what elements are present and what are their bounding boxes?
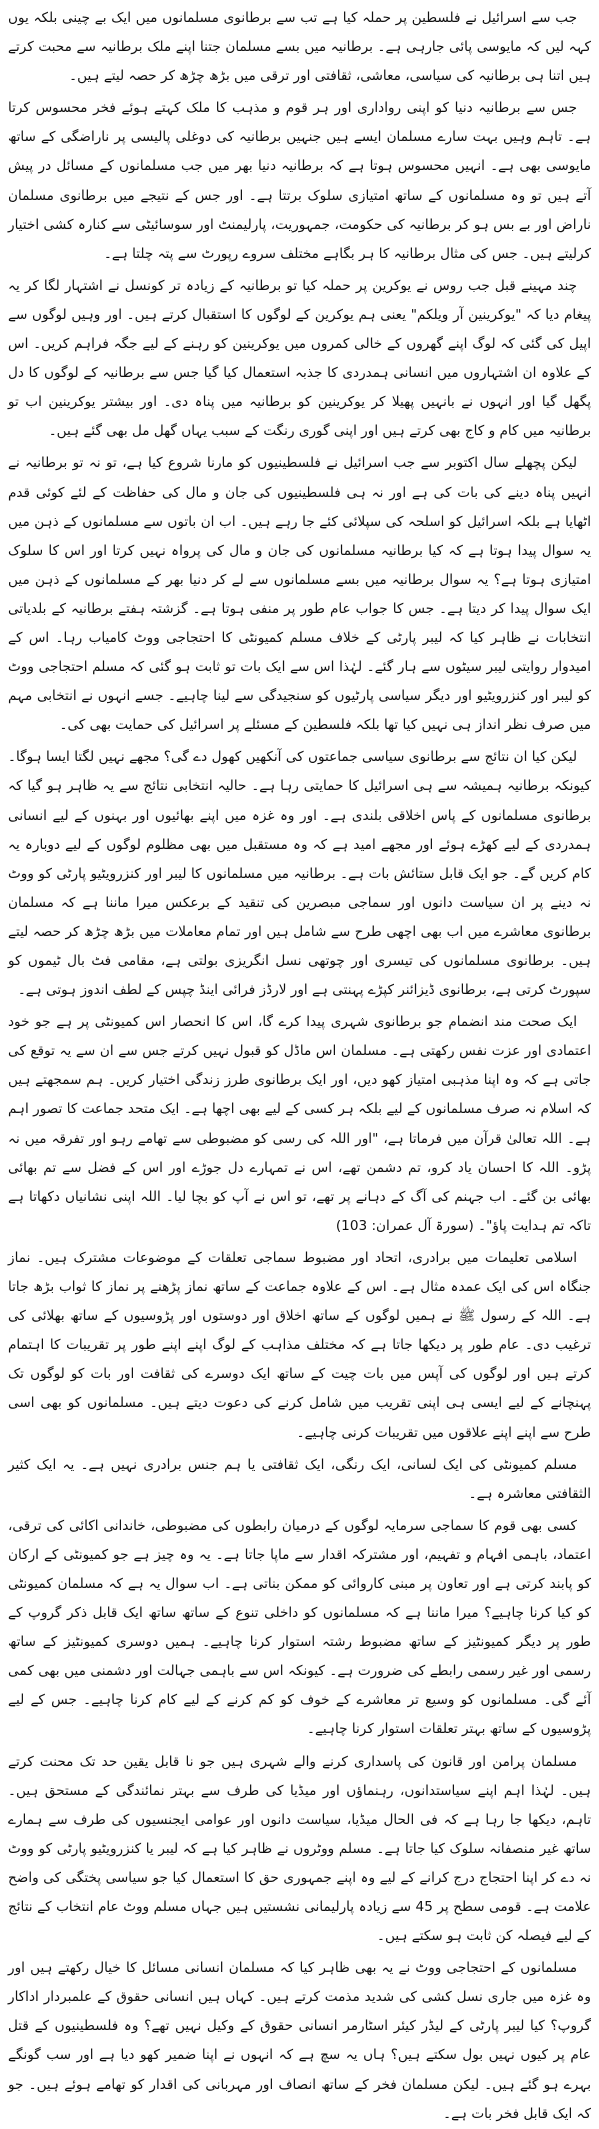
- article-paragraph-8: مسلم کمیونٹی کی ایک لسانی، ایک رنگی، ایک ثقافتی یا ہم جنس برادری نہیں ہے۔ یہ ایک کثیر الثقافتی معاشرہ ہے۔: [8, 1456, 591, 1502]
- article-paragraph-9: کسی بھی قوم کا سماجی سرمایہ لوگوں کے درمیان رابطوں کی مضبوطی، خاندانی اکائی کی ترقی، اعتماد، باہمی افہام و تفہیم، اور مشترکہ اقدار سے ماپا جاتا ہے۔ یہ وہ چیز ہے جو کمیونٹی کے ارکان کو پابند کرتی ہے اور تعاون پر مبنی کاروائی کو ممکن بناتی ہے۔ اب سوال یہ ہے کہ مسلمان کمیونٹی کو کیا کرنا چاہیے؟ میرا ماننا ہے کہ مسلمانوں کو داخلی تنوع کے ساتھ ساتھ ایک قابل ذکر گروپ کے طور پر دیگر کمیونٹیز کے ساتھ مضبوط رشتہ استوار کرنا چاہیے۔ ہمیں دوسری کمیونٹیز کے ساتھ رسمی اور غیر رسمی رابطے کی ضرورت ہے۔ کیونکہ اس سے باہمی جہالت اور دشمنی میں بھی کمی آئے گی۔ مسلمانوں کو وسیع تر معاشرے کے خوف کو کم کرنے کے لیے کام کرنا چاہیے۔ جس کے لیے پڑوسیوں کے ساتھ بہتر تعلقات استوار کرنا چاہیے۔: [8, 1517, 591, 1738]
- article-paragraph-7: اسلامی تعلیمات میں برادری، اتحاد اور مضبوط سماجی تعلقات کے موضوعات مشترک ہیں۔ نماز جنگاہ اس کی ایک عمدہ مثال ہے۔ اس کے علاوہ جماعت کے ساتھ نماز پڑھنے پر نماز کا ثواب بڑھ جاتا ہے۔ اللہ کے رسول ﷺ نے ہمیں لوگوں کے ساتھ اخلاق اور دوستوں اور پڑوسیوں کے ساتھ بھلائی کی ترغیب دی۔ عام طور پر دیکھا جاتا ہے کہ مختلف مذاہب کے لوگ اپنے اپنے طور پر تقریبات کا اہتمام کرتے ہیں اور لوگوں کی آپس میں بات چیت کے ساتھ ایک دوسرے کی ثقافت اور بات کو لوگوں تک پہنچانے کے لیے ایسی ہی اپنی تقریب میں شامل کرنے کی دعوت دیتے ہیں۔ مسلمانوں کو بھی اسی طرح سے اپنے اپنے علاقوں میں تقریبات کرنی چاہیے۔: [8, 1249, 591, 1441]
- article-paragraph-11: مسلمانوں کے احتجاجی ووٹ نے یہ بھی ظاہر کیا کہ مسلمان انسانی مسائل کا خیال رکھتے ہیں اور وہ غزہ میں جاری نسل کشی کی شدید مذمت کرتے ہیں۔ کہاں ہیں انسانی حقوق کے علمبردار اداکار گروپ؟ کیا لیبر پارٹی کے لیڈر کیئر اسٹارمر انسانی حقوق کے وکیل نہیں تھے؟ وہ فلسطینیوں کے قتل عام پر کیوں نہیں بول سکتے ہیں؟ ہاں یہ سچ ہے کہ انہوں نے اپنا ضمیر کھو دیا ہے اور سب گونگے بہرے ہو گئے ہیں۔ لیکن مسلمان فخر کے ساتھ انصاف اور مہربانی کی اقدار کو تھامے ہوئے ہیں۔ جو کہ ایک قابل فخر بات ہے۔: [8, 1960, 591, 2122]
- article-paragraph-2: جس سے برطانیہ دنیا کو اپنی رواداری اور ہر قوم و مذہب کا ملک کہتے ہوئے فخر محسوس کرتا ہے۔ تاہم وہیں بہت سارے مسلمان ایسے ہیں جنہیں برطانیہ کی دوغلی پالیسی پر ناراضگی کے ساتھ مایوسی بھی ہے۔ انہیں محسوس ہوتا ہے کہ برطانیہ دنیا بھر میں جب مسلمانوں کے مسائل در پیش آتے ہیں تو وہ مسلمانوں کے ساتھ امتیازی سلوک برتتا ہے۔ اور جس کے نتیجے میں برطانوی مسلمان ناراض اور بے بس ہو کر برطانیہ کی حکومت، جمہوریت، پارلیمنٹ اور سوسائیٹی سے کنارہ کشی اختیار کرلیتے ہیں۔ جس کی مثال برطانیہ کا ہر بگاہے مختلف سروے رپورٹ سے پتہ چلتا ہے۔: [8, 100, 591, 262]
- article-paragraph-3: چند مہینے قبل جب روس نے یوکرین پر حملہ کیا تو برطانیہ کے زیادہ تر کونسل نے اشتہار لگا کر یہ پیغام دیا کہ "یوکرینین آر ویلکم" یعنی ہم یوکرین کے لوگوں کا استقبال کرتے ہیں۔ اور وہیں لوگوں سے اپیل کی گئی کہ لوگ اپنے گھروں کے خالی کمروں میں یوکرینین کو رہنے کے لیے جگہ فراہم کریں۔ اس کے علاوہ ان اشتہاروں میں انسانی ہمدردی کا جذبہ استعمال کیا گیا جس سے برطانیہ کے لوگوں کا دل پگھل گیا اور انہوں نے بانہیں پھیلا کر یوکرینین کو برطانیہ میں پناہ دی۔ اور بیشتر یوکرینین اب تو برطانیہ میں کام و کاج بھی کرتے ہیں اور اپنی گوری رنگت کے سبب یہاں گھل مل بھی گئے ہیں۔: [8, 277, 591, 440]
- article-paragraph-4: لیکن پچھلے سال اکتوبر سے جب اسرائیل نے فلسطینیوں کو مارنا شروع کیا ہے، تو نہ تو برطانیہ نے انہیں پناہ دینے کی بات کی ہے اور نہ ہی فلسطینیوں کی جان و مال کی حفاظت کے لئے کوئی قدم اٹھایا ہے بلکہ اسرائیل کو اسلحہ کی سپلائی کئے جا رہے ہیں۔ اب ان باتوں سے مسلمانوں کے ذہن میں یہ سوال پیدا ہوتا ہے کہ کیا برطانیہ مسلمانوں کی جان و مال کی پرواہ نہیں کرتا اور اس کا سلوک امتیازی ہوتا ہے؟ یہ سوال برطانیہ میں بسے مسلمانوں سے لے کر دنیا بھر کے مسلمانوں کے ذہن میں ایک سوال پیدا کر دیتا ہے۔ جس کا جواب عام طور پر منفی ہوتا ہے۔ گزشتہ ہفتے برطانیہ کے بلدیاتی انتخابات نے ظاہر کیا کہ لیبر پارٹی کے خلاف مسلم کمیونٹی کا احتجاجی ووٹ کامیاب رہا۔ اس کے امیدوار روایتی لیبر سیٹوں سے ہار گئے۔ لہٰذا اس سے ایک بات تو ثابت ہو گئی کہ مسلم احتجاجی ووٹ کو لیبر اور کنزرویٹیو اور دیگر سیاسی پارٹیوں کو سنجیدگی سے لینا چاہیے۔ جسے انہوں نے انتخابی مہم میں صرف نظر انداز ہی نہیں کیا تھا بلکہ فلسطین کے مسئلے پر اسرائیل کی حمایت بھی کی۔: [8, 455, 591, 734]
- article-paragraph-1: جب سے اسرائیل نے فلسطین پر حملہ کیا ہے تب سے برطانوی مسلمانوں میں ایک بے چینی بلکہ یوں کہہ لیں کہ مایوسی پائی جارہی ہے۔ برطانیہ میں بسے مسلمان جتنا اپنے ملک برطانیہ سے محبت کرتے ہیں اتنا ہی برطانیہ کی سیاسی، معاشی، ثقافتی اور ترقی میں بڑھ چڑھ کر حصہ لیتے ہیں۔: [8, 10, 591, 85]
- article-paragraph-6: ایک صحت مند انضمام جو برطانوی شہری پیدا کرے گا، اس کا انحصار اس کمیونٹی پر ہے جو خود اعتمادی اور عزت نفس رکھتی ہے۔ مسلمان اس ماڈل کو قبول نہیں کرتے جس سے ان سے یہ توقع کی جاتی ہے کہ وہ اپنا مذہبی امتیاز کھو دیں، اور ایک برطانوی طرز زندگی اختیار کریں۔ ہم سمجھتے ہیں کہ اسلام نہ صرف مسلمانوں کے لیے بلکہ ہر کسی کے لیے بھی اچھا ہے۔ ایک متحد جماعت کا تصور اہم ہے۔ اللہ تعالیٰ قرآن میں فرماتا ہے، "اور اللہ کی رسی کو مضبوطی سے تھامے رہو اور تفرقہ میں نہ پڑو۔ اللہ کا احسان یاد کرو، تم دشمن تھے، اس نے تمہارے دل جوڑے اور اس کے فضل سے تم بھائی بھائی بن گئے۔ اب جہنم کی آگ کے دہانے پر تھے، تو اس نے آپ کو بچا لیا۔ اللہ اپنی نشانیاں دکھاتا ہے تاکہ تم ہدایت پاؤ"۔ (سورۃ آل عمران: 103): [8, 1014, 591, 1234]
- article-paragraph-10: مسلمان پرامن اور قانون کی پاسداری کرنے والے شہری ہیں جو نا قابل یقین حد تک محنت کرتے ہیں۔ لہٰذا اہم اپنے سیاستدانوں، رہنماؤں اور میڈیا کی طرف سے بہتر نمائندگی کے مستحق ہیں۔ تاہم، دیکھا جا رہا ہے کہ فی الحال میڈیا، سیاست دانوں اور عوامی ایجنسیوں کی طرف سے ہمارے ساتھ غیر منصفانہ سلوک کیا جاتا ہے۔ مسلم ووٹروں نے ظاہر کیا ہے کہ لیبر یا کنزرویٹیو پارٹی کو ووٹ نہ دے کر اپنا احتجاج درج کرانے کے لیے وہ اپنے جمہوری حق کا استعمال کیا جو سیاسی پختگی کی واضح علامت ہے۔ قومی سطح پر 45 سے زیادہ پارلیمانی نشستیں ہیں جہاں مسلم ووٹ عام انتخاب کے نتائج کے لیے فیصلہ کن ثابت ہو سکتے ہیں۔: [8, 1753, 591, 1945]
- article-paragraph-5: لیکن کیا ان نتائج سے برطانوی سیاسی جماعتوں کی آنکھیں کھول دے گی؟ مجھے نہیں لگتا ایسا ہوگا۔ کیونکہ برطانیہ ہمیشہ سے ہی اسرائیل کا حمایتی رہا ہے۔ حالیہ انتخابی نتائج سے یہ ظاہر ہو گیا کہ برطانوی مسلمانوں کے پاس اخلاقی بلندی ہے۔ اور وہ غزہ میں اپنے بھائیوں اور بہنوں کے لیے انسانی ہمدردی کے لیے کھڑے ہوئے اور مجھے امید ہے کہ وہ مستقبل میں بھی مظلوم لوگوں کے لیے دوبارہ یہ کام کریں گے۔ جو ایک قابل ستائش بات ہے۔ برطانیہ میں مسلمانوں کا لیبر اور کنزرویٹیو پارٹی کو ووٹ نہ دینے پر ان سیاست دانوں اور سماجی مبصرین کی تنقید کے برعکس میرا ماننا ہے کہ مسلمان برطانوی معاشرے میں اب بھی اچھی طرح سے شامل ہیں اور تمام معاملات میں بڑھ چڑھ کر حصہ لیتے ہیں۔ برطانوی مسلمانوں کی تیسری اور چوتھی نسل انگریزی بولتی ہے، مقامی فٹ بال ٹیموں کو سپورٹ کرتی ہے، برطانوی ڈیزائنر کپڑے پہنتی ہے اور لارڈز فرائی اینڈ چپس کے لطف اندوز ہوتی ہے۔: [8, 749, 591, 999]
